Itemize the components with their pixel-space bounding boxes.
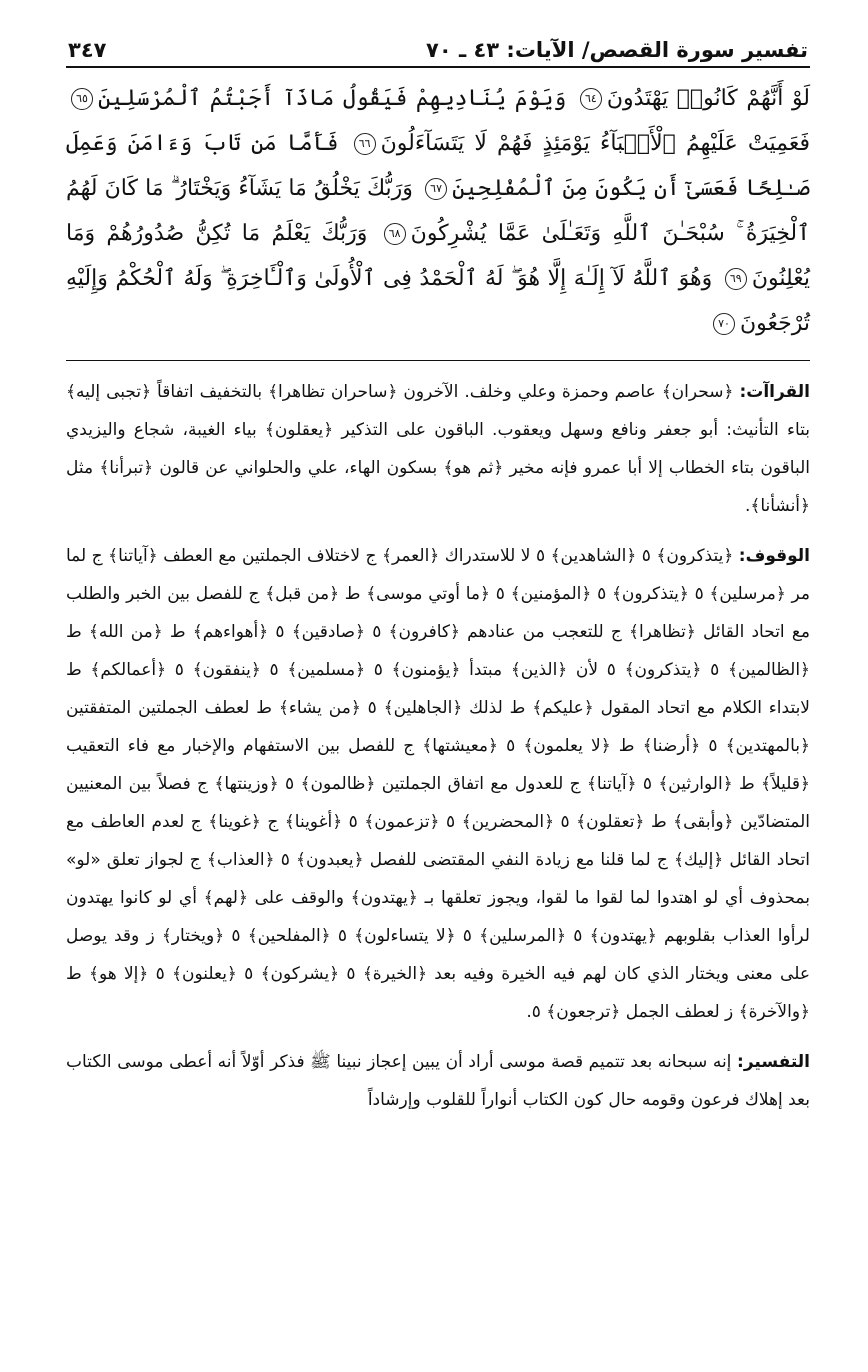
verse-number-marker: ٦٧ xyxy=(425,178,447,200)
waqf-section xyxy=(66,537,810,1031)
tafsir-text: إنه سبحانه بعد تتميم قصة موسى أراد أن يبين إعجاز نبينا ﷺ فذكر أوّلاً أنه أعطى موسى الكتاب بعد إهلاك فرعون وقومه حال كون الكتاب أنواراً للقلوب وإرشاداً xyxy=(66,1052,810,1110)
verse-text: وَرَبُّكَ يَخْلُقُ مَا يَشَآءُ وَيَخْتَارُ ۗ مَا كَانَ لَهُمُ ٱلْخِيَرَةُ ۚ سُبْحَـٰنَ ٱللَّهِ وَتَعَـٰلَىٰ عَمَّا يُشْرِكُونَ xyxy=(66,176,810,246)
verse-number-marker: ٦٥ xyxy=(71,88,93,110)
page-number: ٣٤٧ xyxy=(68,38,107,62)
verse-text: وَرَبُّكَ يَعْلَمُ مَا تُكِنُّ صُدُورُهُمْ وَمَا يُعْلِنُونَ xyxy=(66,221,810,291)
qiraat-section xyxy=(66,373,810,525)
waqf-label: الوقوف: xyxy=(738,546,810,566)
verse-text: وَهُوَ ٱللَّهُ لَآ إِلَـٰهَ إِلَّا هُوَ ۖ لَهُ ٱلْحَمْدُ فِى ٱلْأُولَىٰ وَٱلْـَٔاخِرَةِ ۖ وَلَهُ ٱلْحُكْمُ وَإِلَيْهِ تُرْجَعُونَ xyxy=(66,266,810,336)
verse-number-marker: ٦٩ xyxy=(725,268,747,290)
page-header xyxy=(66,38,810,68)
quran-verses xyxy=(66,76,810,361)
qiraat-label: القراآت: xyxy=(739,382,810,402)
tafsir-section xyxy=(66,1043,810,1119)
waqf-text: ﴿يتذكرون﴾ ٥ ﴿الشاهدين﴾ ٥ لا للاستدراك ﴿العمر﴾ ج لاختلاف الجملتين مع العطف ﴿آياتنا﴾ ج لما مر ﴿مرسلين﴾ ٥ ﴿يتذكرون﴾ ٥ ﴿المؤمنين﴾ ٥ ﴿ما أوتي موسى﴾ ط ﴿من قبل﴾ ج للفصل بين الخبر والطلب مع اتحاد القائل ﴿تظاهرا﴾ ج للتعجب من عنادهم ﴿كافرون﴾ ٥ ﴿صادقين﴾ ٥ ﴿أهواءهم﴾ ط ﴿من الله﴾ ط ﴿الظالمين﴾ ٥ ﴿يتذكرون﴾ ٥ لأن ﴿الذين﴾ مبتدأ ﴿يؤمنون﴾ ٥ ﴿مسلمين﴾ ٥ ﴿ينفقون﴾ ٥ ﴿أعمالكم﴾ ط لابتداء الكلام مع اتحاد المقول ﴿عليكم﴾ ط لذلك ﴿الجاهلين﴾ ٥ ﴿من يشاء﴾ ط لعطف الجملتين المتفقتين ﴿بالمهتدين﴾ ٥ ﴿أرضنا﴾ ط ﴿لا يعلمون﴾ ٥ ﴿معيشتها﴾ ج للفصل بين الاستفهام والإخبار مع فاء التعقيب ﴿قليلاً﴾ ط ﴿الوارثين﴾ ٥ ﴿آياتنا﴾ ج للعدول مع اتفاق الجملتين ﴿ظالمون﴾ ٥ ﴿وزينتها﴾ ج فصلاً بين المعنيين المتضادّين ﴿وأبقى﴾ ط ﴿تعقلون﴾ ٥ ﴿المحضرين﴾ ٥ ﴿تزعمون﴾ ٥ ﴿أغوينا﴾ ج ﴿غوينا﴾ ج لعدم العاطف مع اتحاد القائل ﴿إليك﴾ ج لما قلنا مع زيادة النفي المقتضى للفصل ﴿يعبدون﴾ ٥ ﴿العذاب﴾ ج لجواز تعلق «لو» بمحذوف أي لو اهتدوا لما لقوا ما لقوا، ويجوز تعلقها بـ ﴿يهتدون﴾ والوقف على ﴿لهم﴾ أي لو كانوا يهتدون لرأوا العذاب بقلوبهم ﴿يهتدون﴾ ٥ ﴿المرسلين﴾ ٥ ﴿لا يتساءلون﴾ ٥ ﴿المفلحين﴾ ٥ ﴿ويختار﴾ ز وقد يوصل على معنى ويختار الذي كان لهم فيه الخيرة وفيه بعد ﴿الخيرة﴾ ٥ ﴿يشركون﴾ ٥ ﴿يعلنون﴾ ٥ ﴿إلا هو﴾ ط ﴿والآخرة﴾ ز لعطف الجمل ﴿ترجعون﴾ ٥. xyxy=(66,546,810,1022)
verse-number-marker: ٦٤ xyxy=(580,88,602,110)
running-title: تفسير سورة القصص/ الآيات: ٤٣ ـ ٧٠ xyxy=(426,38,808,62)
verse-text: وَيَوْمَ يُنَادِيهِمْ فَيَقُولُ مَاذَآ أَجَبْتُمُ ٱلْمُرْسَلِينَ xyxy=(98,86,567,111)
verse-text: فَعَمِيَتْ عَلَيْهِمُ ٱلْأَنۢبَآءُ يَوْمَئِذٍ فَهُمْ لَا يَتَسَآءَلُونَ xyxy=(380,131,811,156)
verse-text: لَوْ أَنَّهُمْ كَانُوا۟ يَهْتَدُونَ xyxy=(606,86,811,111)
verse-number-marker: ٦٦ xyxy=(354,133,376,155)
page xyxy=(66,38,810,1119)
verse-number-marker: ٦٨ xyxy=(384,223,406,245)
tafsir-label: التفسير: xyxy=(737,1052,811,1072)
qiraat-text: ﴿سحران﴾ عاصم وحمزة وعلي وخلف. الآخرون ﴿ساحران تظاهرا﴾ بالتخفيف اتفاقاً ﴿تجبى إليه﴾ بتاء التأنيث: أبو جعفر ونافع وسهل ويعقوب. الباقون على التذكير ﴿يعقلون﴾ بياء الغيبة، شجاع واليزيدي الباقون بتاء الخطاب إلا أبا عمرو فإنه مخير ﴿ثم هو﴾ بسكون الهاء، علي والحلواني عن قالون ﴿تبرأنا﴾ مثل ﴿أنشأنا﴾. xyxy=(66,382,810,516)
verse-text: فَأَمَّا مَن تَابَ وَءَامَنَ وَعَمِلَ صَـٰلِحًا فَعَسَىٰٓ أَن يَكُونَ مِنَ ٱلْمُفْلِحِينَ xyxy=(66,131,811,201)
verse-number-marker: ٧٠ xyxy=(713,313,735,335)
